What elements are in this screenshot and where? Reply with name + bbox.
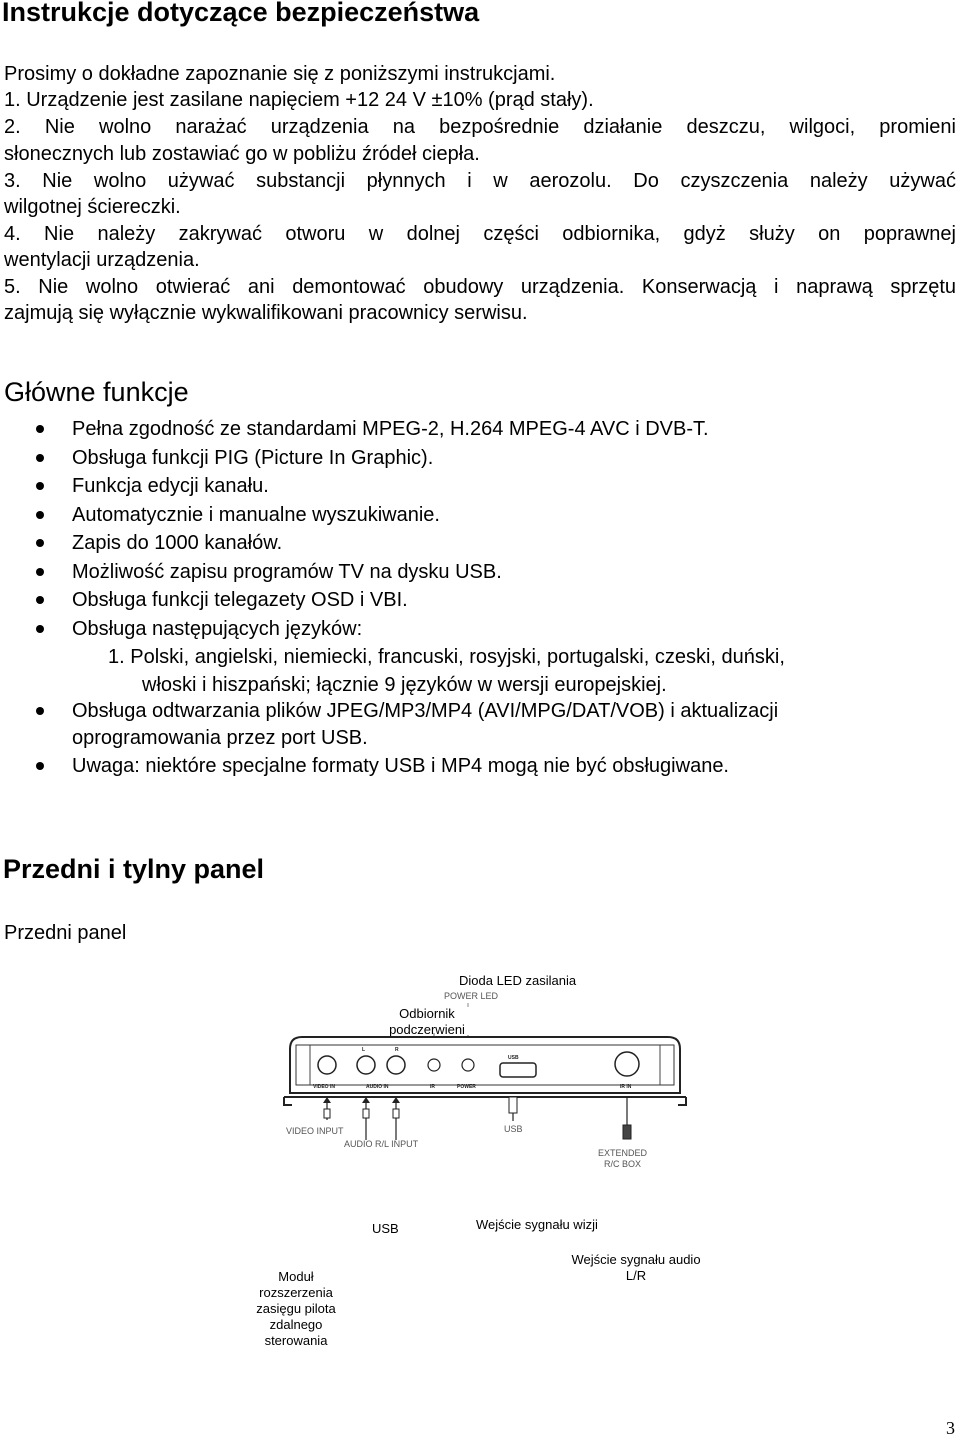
bullet-icon xyxy=(36,539,44,547)
bullet-icon xyxy=(36,762,44,770)
front-panel-label: Przedni panel xyxy=(4,922,127,944)
device-label-video-input: VIDEO INPUT xyxy=(286,1126,344,1136)
safety-item-3-line-1: 3. Nie wolno używać substancji płynnych i w aerozolu. Do czyszczenia należy używać xyxy=(4,170,956,192)
safety-item-5-line-2: zajmują się wyłącznie wykwalifikowani pracownicy serwisu. xyxy=(4,302,528,324)
device-label-audio-input: AUDIO R/L INPUT xyxy=(344,1139,419,1149)
callout-ir-receiver: Odbiornik podczerwieni xyxy=(389,1006,465,1037)
bullet-icon xyxy=(36,568,44,576)
device-label-audio-in: AUDIO IN xyxy=(366,1084,389,1090)
device-label-power: POWER xyxy=(457,1084,476,1090)
bullet-icon xyxy=(36,707,44,715)
device-label-ir-in: IR IN xyxy=(620,1084,632,1090)
device-label-video-in: VIDEO IN xyxy=(313,1084,335,1090)
safety-item-5-line-1: 5. Nie wolno otwierać ani demontować obudowy urządzenia. Konserwacją i naprawą sprzętu xyxy=(4,276,956,298)
device-label-extended: EXTENDED xyxy=(598,1148,648,1158)
front-panel-diagram xyxy=(280,985,700,1175)
safety-item-2-line-2: słonecznych lub zostawiać go w pobliżu źródeł ciepła. xyxy=(4,143,480,165)
features-title: Główne funkcje xyxy=(4,377,189,407)
safety-item-4-line-1: 4. Nie należy zakrywać otworu w dolnej części odbiornika, gdyż służy on poprawnej xyxy=(4,223,956,245)
device-label-usb-port: USB xyxy=(508,1055,519,1061)
bullet-icon xyxy=(36,625,44,633)
bullet-icon xyxy=(36,482,44,490)
video-input-plug xyxy=(323,1097,331,1120)
page-number: 3 xyxy=(946,1418,955,1438)
audio-r-plug xyxy=(392,1097,400,1140)
safety-item-1: 1. Urządzenie jest zasilane napięciem +12 24 V ±10% (prąd stały). xyxy=(4,89,594,111)
callout-audio-in: Wejście sygnału audio L/R xyxy=(571,1252,701,1283)
audio-l-plug xyxy=(362,1097,370,1140)
safety-title: Instrukcje dotyczące bezpieczeństwa xyxy=(2,0,480,27)
callout-extender: Moduł rozszerzenia zasięgu pilota zdalnego sterowania xyxy=(256,1269,336,1348)
bullet-icon xyxy=(36,511,44,519)
bullet-icon xyxy=(36,596,44,604)
callout-power-led: Dioda LED zasilania xyxy=(459,973,577,988)
device-foot-left xyxy=(284,1097,292,1105)
safety-item-3-line-2: wilgotnej ściereczki. xyxy=(4,196,181,218)
extender-plug xyxy=(623,1097,631,1139)
device-label-l: L xyxy=(362,1047,366,1053)
device-label-power-led: POWER LED xyxy=(444,991,499,1001)
panels-title: Przedni i tylny panel xyxy=(3,854,265,884)
device-label-ir: IR xyxy=(430,1084,435,1090)
callout-video-in: Wejście sygnału wizji xyxy=(476,1217,598,1232)
callout-usb: USB xyxy=(372,1221,399,1236)
bullet-icon xyxy=(36,425,44,433)
usb-plug xyxy=(509,1097,517,1121)
safety-intro: Prosimy o dokładne zapoznanie się z poniższymi instrukcjami. xyxy=(4,63,556,85)
bullet-icon xyxy=(36,454,44,462)
device-foot-right xyxy=(678,1097,686,1105)
device-label-usb: USB xyxy=(504,1124,523,1134)
device-label-rc-box: R/C BOX xyxy=(604,1159,642,1169)
device-label-r: R xyxy=(395,1047,399,1053)
safety-item-2-line-1: 2. Nie wolno narażać urządzenia na bezpośrednie działanie deszczu, wilgoci, promieni xyxy=(4,116,956,138)
safety-item-4-line-2: wentylacji urządzenia. xyxy=(4,249,200,271)
